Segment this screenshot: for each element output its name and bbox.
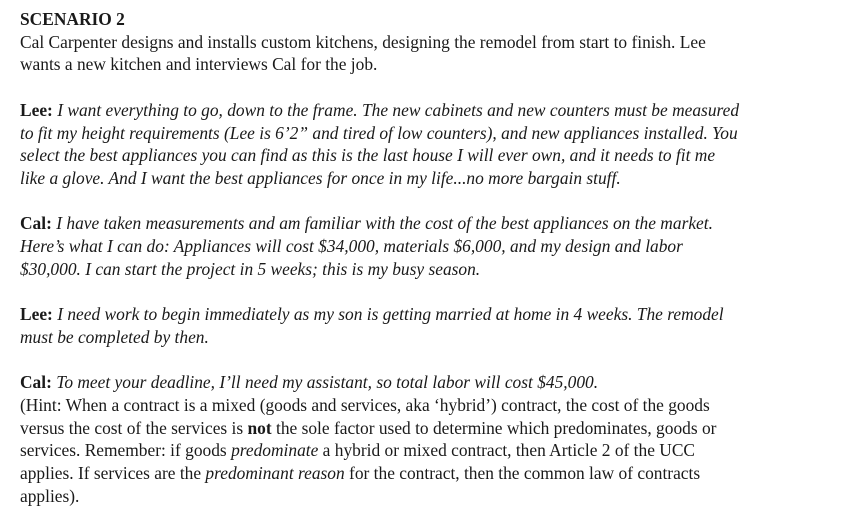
hint-italic: predominant reason [205,463,345,483]
dialogue-text: I want everything to go, down to the frame. The new cabinets and new counters must be measured [57,99,740,120]
hint-line: applies). [20,485,80,506]
speaker-name: Lee: [20,304,53,325]
hint-paragraph [20,394,844,508]
dialogue-text: To meet your deadline, I’ll need my assistant, so total labor will cost $45,000. [56,372,599,393]
scenario-title: SCENARIO 2 [20,9,125,29]
speaker-name: Lee: [20,99,53,120]
dialogue-text: select the best appliances you can find as this is the last house I will ever own, and it needs to fit me [20,145,716,166]
scenario-intro [20,31,844,76]
hint-italic: predominate [231,440,319,461]
hint-emphasis: not [247,417,272,438]
document [20,8,844,507]
dialogue-text: to fit my height requirements (Lee is 6’2” and tired of low counters), and new appliances installed. You [20,122,738,143]
hint-line: applies. If services are the predominant reason for the contract, then the common law of contracts [20,463,701,483]
dialogue-cal-1 [20,212,844,280]
dialogue-text: $30,000. I can start the project in 5 weeks; this is my busy season. [20,258,481,279]
intro-line: Cal Carpenter designs and installs custom kitchens, designing the remodel from start to finish. Lee [20,31,706,52]
dialogue-text: must be completed by then. [20,326,209,347]
speaker-name: Cal: [20,372,52,393]
hint-line: (Hint: When a contract is a mixed (goods and services, aka ‘hybrid’) contract, the cost of the goods [20,394,710,415]
intro-line: wants a new kitchen and interviews Cal for the job. [20,54,378,75]
speaker-name: Cal: [20,213,52,234]
dialogue-cal-2 [20,371,844,394]
hint-line: versus the cost of the services is not the sole factor used to determine which predominates, goods or [20,417,717,438]
dialogue-text: like a glove. And I want the best appliances for once in my life...no more bargain stuff. [20,167,621,188]
hint-line: services. Remember: if goods predominate a hybrid or mixed contract, then Article 2 of the UCC [20,440,696,461]
dialogue-text: I need work to begin immediately as my son is getting married at home in 4 weeks. The remodel [57,304,724,325]
dialogue-text: I have taken measurements and am familiar with the cost of the best appliances on the market. [56,213,713,234]
dialogue-lee-2 [20,303,844,348]
dialogue-lee-1 [20,99,844,190]
dialogue-text: Here’s what I can do: Appliances will cost $34,000, materials $6,000, and my design and labor [20,236,683,256]
